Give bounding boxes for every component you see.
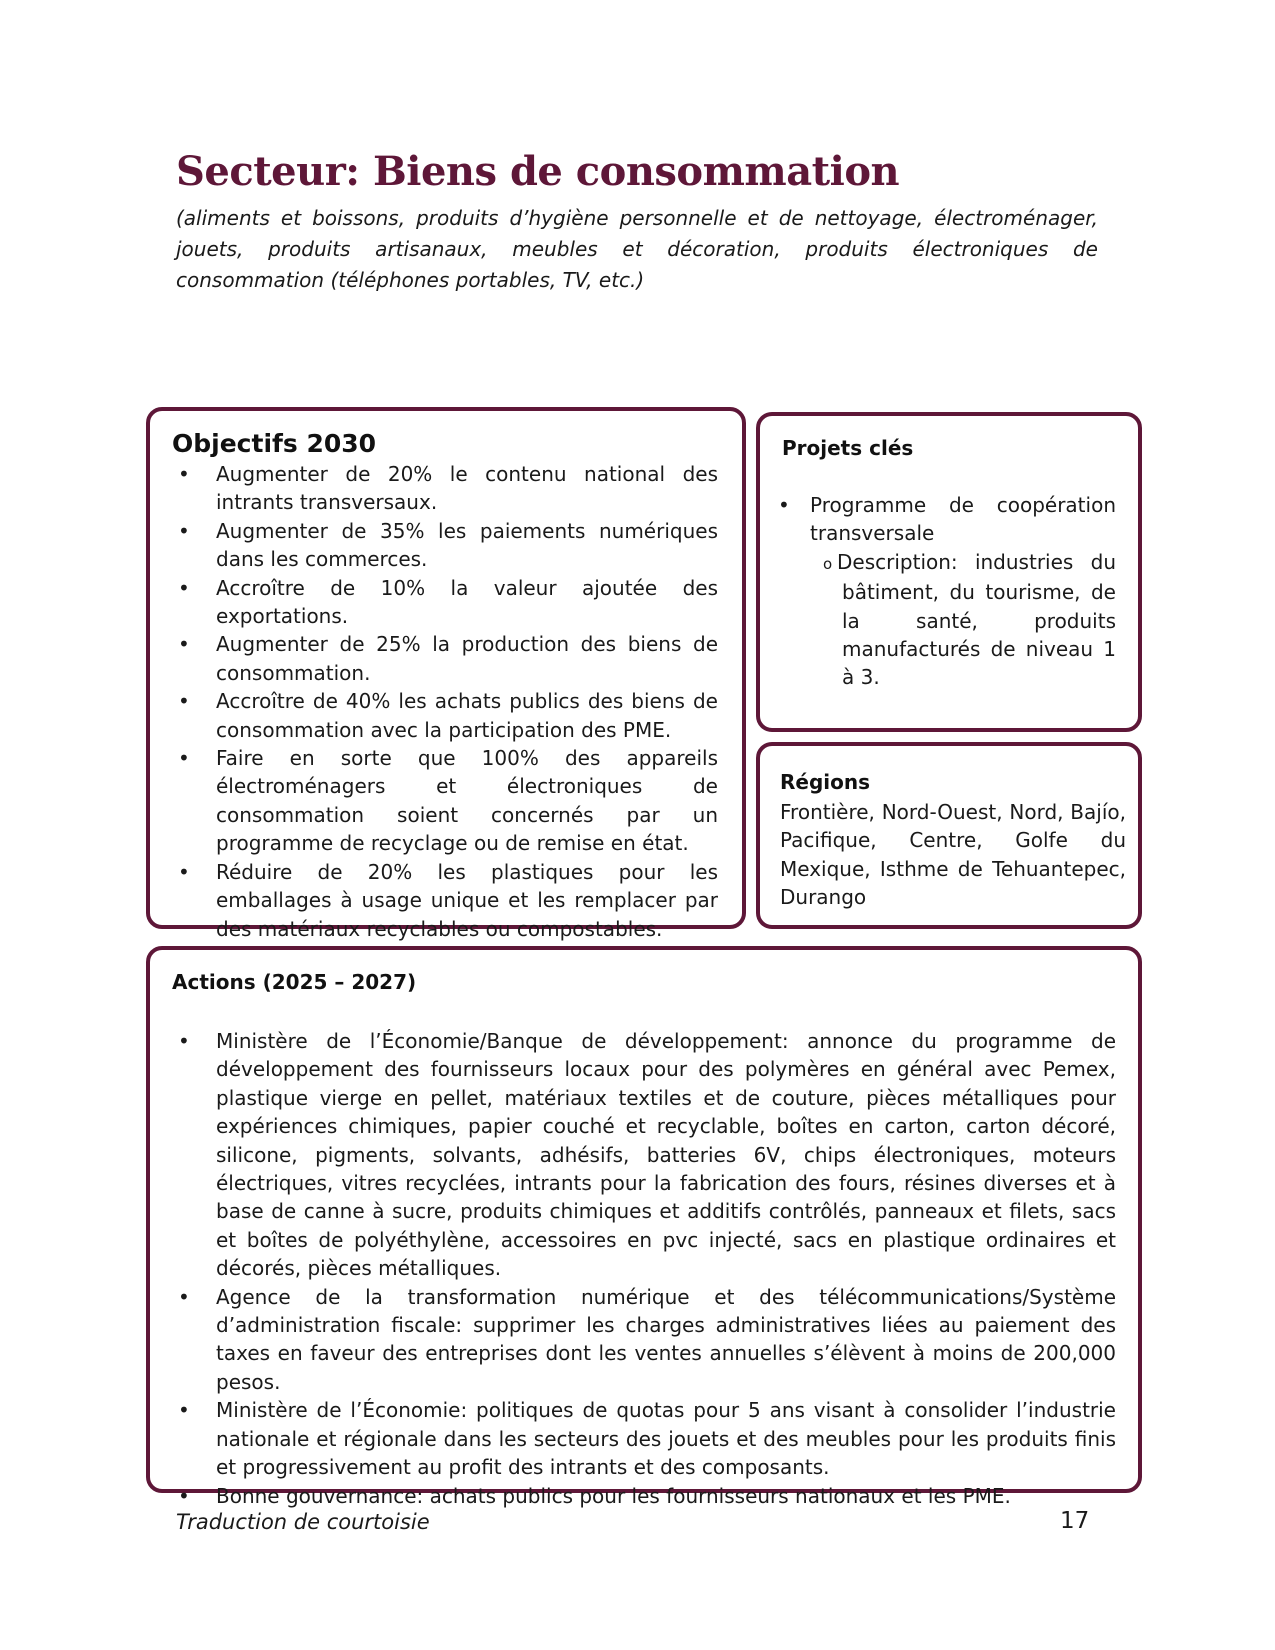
actions-box — [146, 946, 1142, 1508]
objectif-item: • Accroître de 40% les achats publics des biens de consommation avec la participation des PME. — [172, 687, 718, 744]
projets-list — [772, 491, 1116, 692]
regions-text: Frontière, Nord-Ouest, Nord, Bajío, Pacifique, Centre, Golfe du Mexique, Isthme de Tehuantepec, Durango — [780, 800, 1126, 910]
regions-box — [756, 742, 1142, 929]
actions-list — [172, 1027, 1116, 1510]
projet-item — [772, 491, 1116, 692]
objectifs-heading: Objectifs 2030 — [172, 429, 377, 458]
objectif-item: • Réduire de 20% les plastiques pour les emballages à usage unique et les remplacer par des matériaux recyclables ou compostables. — [172, 858, 718, 943]
objectifs-list — [172, 460, 718, 943]
action-item: • Bonne gouvernance: achats publics pour les fournisseurs nationaux et les PME. — [172, 1482, 1116, 1510]
objectif-item: • Augmenter de 25% la production des biens de consommation. — [172, 630, 718, 687]
footer-note: Traduction de courtoisie — [176, 1510, 430, 1534]
projets-heading: Projets clés — [782, 436, 914, 460]
page-title: Secteur: Biens de consommation — [176, 148, 900, 195]
page-subtitle: (aliments et boissons, produits d’hygiène personnelle et de nettoyage, électroménager, jouets, produits artisanaux, meubles et décoration, produits électroniques de consommation (téléphones portables, TV, etc.) — [176, 206, 1098, 292]
action-item: • Agence de la transformation numérique et des télécommunications/Système d’administration fiscale: supprimer les charges administratives liées au paiement des taxes en faveur des entreprises dont les ventes annuelles s’élèvent à moins de 200,000 pesos. — [172, 1283, 1116, 1397]
action-item: • Ministère de l’Économie: politiques de quotas pour 5 ans visant à consolider l’industrie nationale et régionale dans les secteurs des jouets et des meubles pour les produits finis et progressivement au profit des intrants et des composants. — [172, 1396, 1116, 1481]
projet-description: Description: industries du bâtiment, du tourisme, de la santé, produits manufacturés de niveau 1 à 3. — [837, 549, 1116, 690]
projets-box — [756, 412, 1142, 732]
objectif-item: • Faire en sorte que 100% des appareils électroménagers et électroniques de consommation soient concernés par un programme de recyclage ou de remise en état. — [172, 744, 718, 858]
objectif-item: • Augmenter de 20% le contenu national des intrants transversaux. — [172, 460, 718, 517]
page-number: 17 — [1060, 1508, 1090, 1534]
action-item: • Ministère de l’Économie/Banque de développement: annonce du programme de développement des fournisseurs locaux pour des polymères en général avec Pemex, plastique vierge en pellet, matériaux textiles et de couture, pièces métalliques pour expériences chimiques, papier couché et recyclable, boîtes en carton, carton décoré, silicone, pigments, solvants, adhésifs, batteries 6V, chips électroniques, moteurs électriques, vitres recyclées, intrants pour la fabrication des fours, résines diverses et à base de canne à sucre, produits chimiques et additifs contrôlés, panneaux et filets, sacs et boîtes de polyéthylène, accessoires en pvc injecté, sacs en plastique ordinaires et décorés, pièces métalliques. — [172, 1027, 1116, 1283]
objectif-item: • Augmenter de 35% les paiements numériques dans les commerces. — [172, 517, 718, 574]
regions-heading: Régions — [780, 770, 871, 794]
projet-item-label: Programme de coopération transversale — [810, 493, 1116, 546]
projet-sub-item — [810, 548, 1116, 692]
objectif-item: • Accroître de 10% la valeur ajoutée des exportations. — [172, 574, 718, 631]
sub-bullet-marker: o — [823, 554, 833, 573]
actions-heading: Actions (2025 – 2027) — [172, 970, 417, 994]
objectifs-box — [146, 407, 746, 941]
